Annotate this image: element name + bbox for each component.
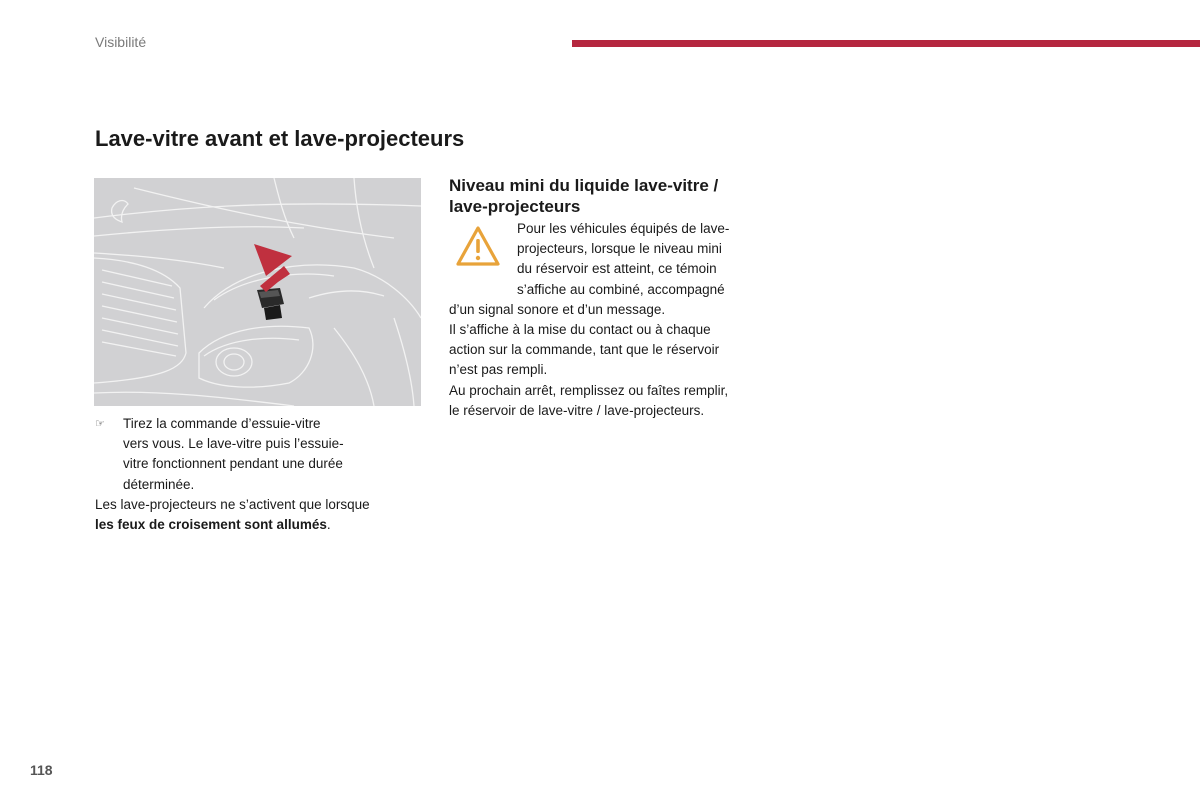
note-line-emphasis [95, 515, 415, 535]
page-title: Lave-vitre avant et lave-projecteurs [95, 126, 465, 151]
page-number: 118 [30, 762, 53, 778]
bullet-line: déterminée. [123, 476, 195, 492]
section-subtitle [449, 175, 784, 217]
paragraph-line: le réservoir de lave-vitre / lave-projecteurs. [449, 402, 705, 418]
warning-line: du réservoir est atteint, ce témoin [517, 261, 717, 277]
header-accent-bar [572, 40, 1200, 47]
paragraph-line: d’un signal sonore et d’un message. [449, 301, 666, 317]
left-text-block [95, 414, 415, 535]
bullet-line: vers vous. Le lave-vitre puis l’essuie- [123, 436, 344, 452]
paragraph-line: Il s’affiche à la mise du contact ou à chaque [449, 322, 711, 338]
right-column [449, 175, 784, 421]
warning-line: projecteurs, lorsque le niveau mini [517, 241, 722, 257]
note-period: . [326, 517, 331, 533]
pointing-hand-icon: ☞ [95, 418, 105, 430]
subtitle-line: Niveau mini du liquide lave-vitre / [449, 176, 719, 195]
note-line: Les lave-projecteurs ne s’activent que lorsque [95, 496, 370, 512]
warning-line: s’affiche au combiné, accompagné [517, 281, 725, 297]
bullet-line: vitre fonctionnent pendant une durée [123, 456, 343, 472]
note-bold-text: les feux de croisement sont allumés [95, 517, 327, 533]
bullet-line: Tirez la commande d’essuie-vitre [123, 416, 321, 431]
paragraph-line: Au prochain arrêt, remplissez ou faîtes remplir, [449, 382, 729, 398]
warning-block [449, 219, 784, 421]
warning-paragraph [449, 300, 784, 421]
warning-triangle-icon [455, 225, 501, 267]
warning-line: Pour les véhicules équipés de lave- [517, 221, 730, 236]
instruction-bullet [95, 414, 415, 495]
paragraph-line: action sur la commande, tant que le réservoir [449, 342, 720, 358]
car-front-hood-illustration [94, 178, 421, 406]
paragraph-line: n’est pas rempli. [449, 362, 548, 378]
subtitle-line: lave-projecteurs [449, 197, 581, 216]
section-label: Visibilité [95, 34, 147, 50]
